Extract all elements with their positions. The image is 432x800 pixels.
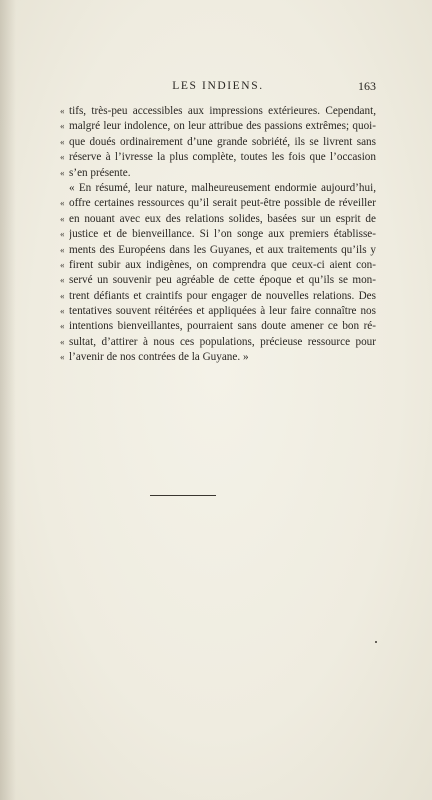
line-text: s’en présente. [69, 166, 131, 179]
line-text: en nouant avec eux des relations solides, basées sur un esprit de [69, 212, 376, 225]
text-line [60, 289, 376, 304]
line-text: que doués ordinairement d’une grande sobriété, ils se livrent sans [69, 135, 376, 148]
running-title: LES INDIENS. [172, 80, 264, 92]
text-line [60, 227, 376, 242]
line-text: sultat, d’attirer à nous ces populations, précieuse ressource pour [69, 335, 376, 348]
text-line [60, 166, 376, 181]
quote-mark: « [60, 198, 65, 209]
quote-mark: « [60, 336, 65, 347]
text-line [60, 150, 376, 165]
text-line [60, 243, 376, 258]
quote-mark: « [60, 121, 65, 132]
line-text: tentatives souvent réitérées et appliquées à leur faire connaître nos [69, 305, 376, 318]
page-number: 163 [358, 79, 376, 93]
quote-mark: « [60, 290, 65, 301]
text-line [60, 319, 376, 334]
quote-mark: « [60, 321, 65, 332]
text-line [60, 258, 376, 273]
line-text: réserve à l’ivresse la plus complète, toutes les fois que l’occasion [69, 151, 376, 164]
line-text: offre certaines ressources qu’il serait peut-être possible de réveiller [69, 197, 376, 210]
line-text: firent subir aux indigènes, on comprendra que ceux-ci aient con- [69, 258, 376, 271]
running-head [60, 76, 376, 96]
quote-mark: « [60, 352, 65, 363]
paper-speck [375, 641, 377, 643]
line-text: « En résumé, leur nature, malheureusement endormie aujourd’hui, [69, 181, 376, 194]
quote-mark: « [60, 152, 65, 163]
quote-mark: « [60, 106, 65, 116]
line-text: servé un souvenir peu agréable de cette époque et qu’ils se mon- [69, 274, 376, 287]
text-line [60, 104, 376, 119]
line-text: trent défiants et craintifs pour engager de nouvelles relations. Des [69, 289, 376, 302]
text-line [60, 273, 376, 288]
quote-mark [60, 181, 69, 196]
section-end-rule [150, 495, 216, 496]
body-text [60, 104, 376, 366]
line-text: tifs, très-peu accessibles aux impressions extérieures. Cependant, [69, 105, 376, 117]
quote-mark: « [60, 306, 65, 317]
quote-mark: « [60, 259, 65, 270]
text-line [60, 119, 376, 134]
text-line [60, 350, 376, 365]
quote-mark: « [60, 167, 65, 178]
line-text: malgré leur indolence, on leur attribue des passions extrêmes; quoi- [69, 120, 376, 133]
quote-mark: « [60, 275, 65, 286]
line-text: l’avenir de nos contrées de la Guyane. » [69, 351, 249, 364]
line-text: justice et de bienveillance. Si l’on songe aux premiers établisse- [69, 228, 376, 241]
quote-mark: « [60, 244, 65, 255]
quote-mark: « [60, 229, 65, 240]
quote-mark: « [60, 136, 65, 147]
quote-mark: « [60, 213, 65, 224]
text-line [60, 196, 376, 211]
line-text: intentions bienveillantes, pourraient sans doute amener ce bon ré- [69, 320, 376, 333]
line-text: ments des Européens dans les Guyanes, et aux traitements qu’ils y [69, 243, 376, 256]
text-line [60, 181, 376, 196]
text-line [60, 304, 376, 319]
gutter-shadow [0, 0, 16, 800]
text-line [60, 335, 376, 350]
text-line [60, 135, 376, 150]
text-line [60, 212, 376, 227]
